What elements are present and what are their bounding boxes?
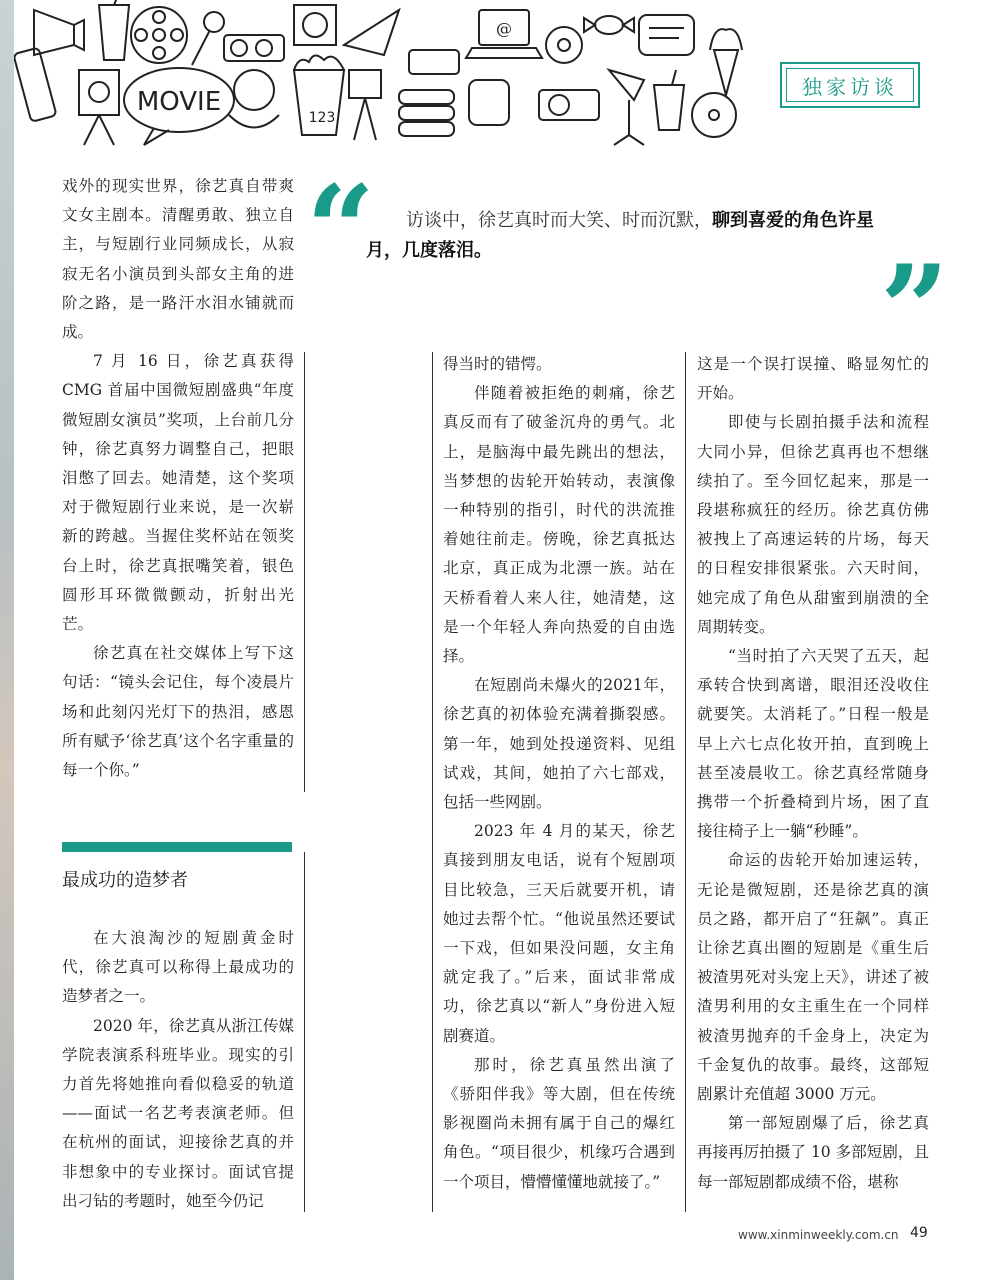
pro-video-camera-icon [539,90,599,120]
soda-cup-icon [654,70,684,130]
paragraph: 得当时的错愕。 [443,355,552,373]
column-divider [304,352,305,792]
paragraph: 第一部短剧爆了后，徐艺真再接再厉拍摄了 10 多部短剧，且每一部短剧都成绩不俗，堪称 [697,1114,929,1191]
paragraph: 即使与长剧拍摄手法和流程大同小异，但徐艺真再也不想继续拍了。至今回忆起来，那是一段堪称疯狂的经历。徐艺真仿佛被拽上了高速运转的片场，每天的日程安排很紧张。六天时间，她完成了角色从甜蜜到崩溃的全周期转变。 [697,413,929,636]
paragraph: 7 月 16 日，徐艺真获得 CMG 首届中国微短剧盛典“年度微短剧女演员”奖项，上台前几分钟，徐艺真努力调整自己，把眼泪憋了回去。她清楚，这个奖项对于微短剧行业来说，是一次崭新的跨越。当握住奖杯站在领奖台上时，徐艺真抿嘴笑着，银色圆形耳环微微颤动，折射出光芒。 [62,352,294,634]
paragraph: “当时拍了六天哭了五天，起承转合快到离谱，眼泪还没收住就要笑。太消耗了。”日程一般是早上六七点化妆开拍，直到晚上甚至凌晨收工。徐艺真经常随身携带一个折叠椅到片场，困了直接往椅子上一躺“秒睡”。 [697,647,929,841]
paragraph: 徐艺真在社交媒体上写下这句话：“镜头会记住，每个凌晨片场和此刻闪光灯下的热泪，感恩所有赋予‘徐艺真’这个名字重量的每一个你。” [62,644,294,780]
paragraph: 这是一个误打误撞、略显匆忙的开始。 [697,355,929,403]
pull-quote [366,206,886,266]
column-2 [443,350,675,1197]
svg-text:123: 123 [308,110,336,126]
pull-quote-bold: 聊到喜爱的角色许星月，几度落泪。 [366,210,874,261]
woman-with-popcorn-icon [229,70,279,128]
movie-doodle-banner [14,0,774,150]
paragraph: 2020 年，徐艺真从浙江传媒学院表演系科班毕业。现实的引力首先将她推向看似稳妥的轨道——面试一名艺考表演老师。但在杭州的面试，迎接徐艺真的并非想象中的专业探讨。面试官提出刁钻的考题时，她至今仍记 [62,1016,294,1210]
column-3 [697,350,929,1197]
drink-cup-icon [99,0,129,60]
megaphone-icon [34,10,84,55]
remote-icon [14,48,57,122]
svg-text:MOVIE: MOVIE [136,87,222,117]
paragraph: 那时，徐艺真虽然出演了《骄阳伴我》等大剧，但在传统影视圈尚未拥有属于自己的爆红角色。“项目很少，机缘巧合遇到一个项目，懵懵懂懂地就接了。” [443,1055,675,1191]
column-divider [685,352,686,1212]
close-quote-mark: ” [880,239,950,380]
pillows-icon [399,90,454,136]
subhead-accent-bar [62,842,292,852]
pizza-slice-icon [344,10,399,55]
projector-icon [224,35,284,61]
subhead: 最成功的造梦者 [62,870,188,891]
section-tag-label: 独家访谈 [802,74,898,99]
footer-url: www.xinminweekly.com.cn [738,1228,899,1242]
disc-icon [692,93,736,137]
column-1-top [62,172,294,785]
film-reel-icon [131,7,187,63]
svg-text:@: @ [496,19,512,38]
sofa-icon [409,50,459,74]
column-divider [304,852,305,1212]
paragraph: 2023 年 4 月的某天，徐艺真接到朋友电话，说有个短剧项目比较急，三天后就要开机，请她过去帮个忙。“他说虽然还要试一下戏，但如果没问题，女主角就定我了。”后来，面试非常成功，徐艺真以“新人”身份进入短剧赛道。 [443,822,675,1045]
page-number: 49 [910,1225,928,1241]
paragraph: 命运的齿轮开始加速运转，无论是微短剧，还是徐艺真的演员之路，都开启了“狂飙”。真正让徐艺真出圈的短剧是《重生后被渣男死对头宠上天》，讲述了被渣男利用的女主重生在一个同样被渣男抛弃的千金身上，决定为千金复仇的故事。最终，这部短剧累计充值超 3000 万元。 [697,851,929,1104]
chat-bubble-icon [639,15,694,55]
gear-icon [546,27,582,63]
section-tag [780,62,920,108]
old-camera-icon [349,70,381,140]
paragraph: 戏外的现实世界，徐艺真自带爽文女主剧本。清醒勇敢、独立自主，与短剧行业同频成长，从寂寂无名小演员到头部女主角的进阶之路，是一路汗水泪水铺就而成。 [62,177,294,342]
ice-cream-icon [710,29,742,95]
studio-light-icon [609,70,644,145]
paragraph: 在短剧尚未爆火的2021年，徐艺真的初体验充满着撕裂感。第一年，她到处投递资料、见组试戏，其间，她拍了六七部戏，包括一些网剧。 [443,676,675,812]
pull-quote-plain: 访谈中，徐艺真时而大笑、时而沉默， [406,210,712,231]
open-quote-mark: “ [306,159,376,300]
column-1-bottom [62,924,294,1216]
candy-icon [584,16,634,34]
video-camera-icon [79,70,119,145]
left-edge-photo-strip [0,0,14,1280]
clock-frame-icon [294,5,336,45]
paragraph: 在大浪淘沙的短剧黄金时代，徐艺真可以称得上最成功的造梦者之一。 [62,929,294,1006]
microphone-icon [192,12,224,65]
column-divider [432,352,433,1212]
armchair-icon [469,80,509,125]
laptop-icon [466,10,542,58]
paragraph: 伴随着被拒绝的刺痛，徐艺真反而有了破釜沉舟的勇气。北上，是脑海中最先跳出的想法，当梦想的齿轮开始转动，表演像一种特别的指引，时代的洪流推着她往前走。傍晚，徐艺真抵达北京，真正成为北漂一族。站在天桥看着人来人往，她清楚，这是一个年轻人奔向热爱的自由选择。 [443,384,675,666]
